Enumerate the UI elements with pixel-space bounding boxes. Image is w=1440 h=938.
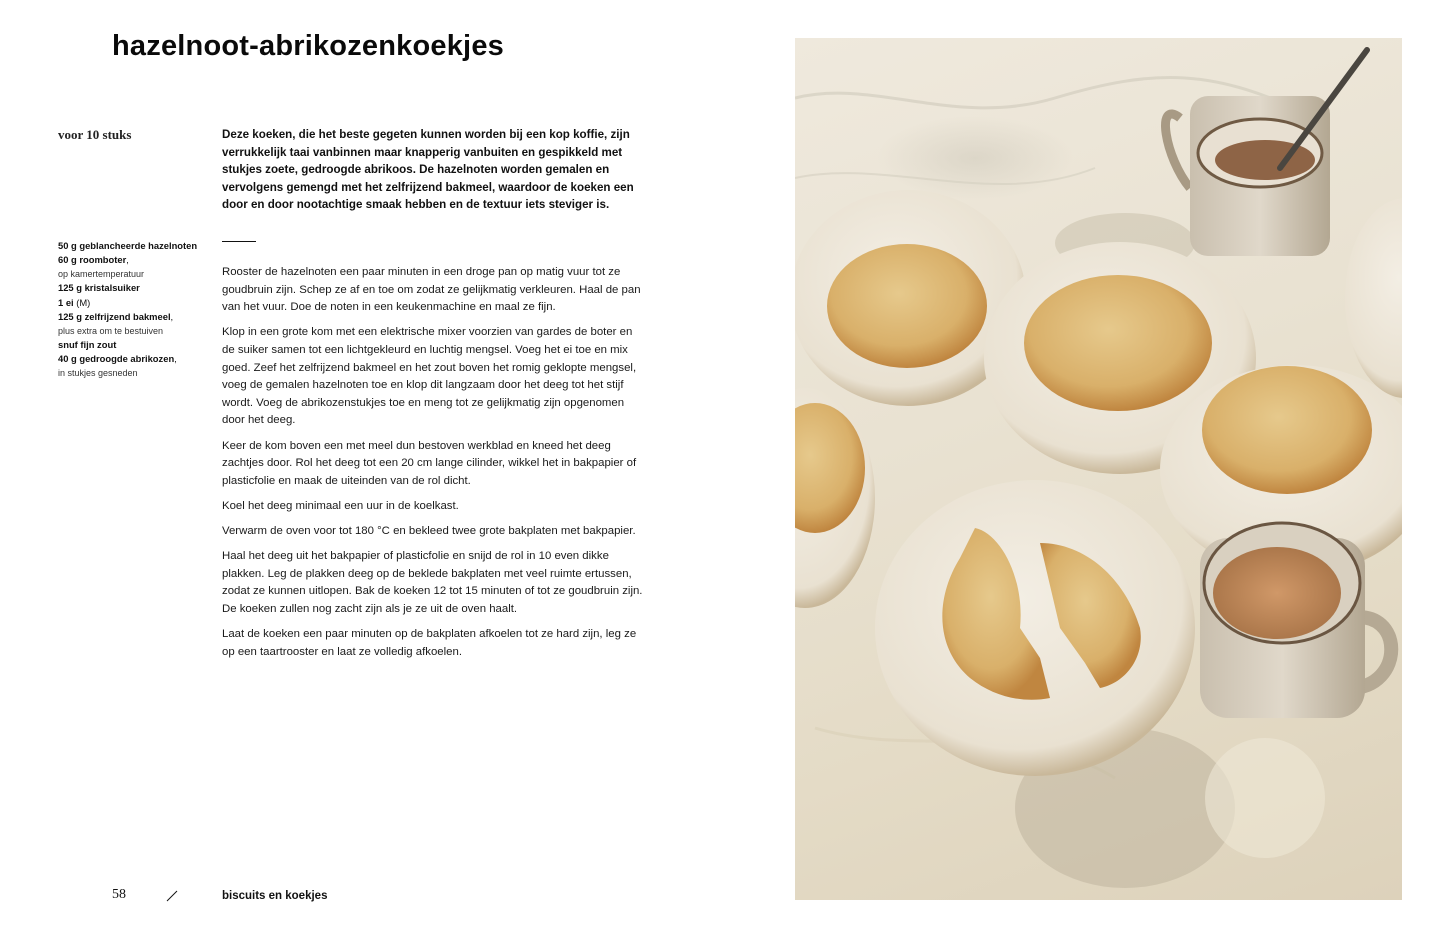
section-name: biscuits en koekjes	[222, 890, 328, 902]
method-step: Rooster de hazelnoten een paar minuten in een droge pan op matig vuur tot ze goudbruin zijn. Schep ze af en toe om zodat ze gelijkmatig verkleuren. Haal de pan van het vuur. Doe de noten in een keukenmachine en maal ze fijn.	[222, 266, 641, 314]
ingredient-item	[58, 281, 208, 295]
ingredient-item	[58, 296, 208, 310]
method-step: Koel het deeg minimaal een uur in de koelkast.	[222, 499, 459, 512]
recipe-photo	[795, 38, 1402, 900]
slash-divider-icon	[166, 890, 178, 902]
ingredient-main: 125 g zelfrijzend bakmeel	[58, 311, 171, 323]
ingredient-item	[58, 338, 208, 352]
ingredient-list	[58, 239, 208, 380]
recipe-title: hazelnoot-abrikozenkoekjes	[112, 30, 504, 62]
ingredient-extra: ,	[174, 353, 177, 365]
method-step: Verwarm de oven voor tot 180 °C en bekleed twee grote bakplaten met bakpapier.	[222, 525, 636, 538]
page-number: 58	[112, 887, 126, 902]
ingredient-extra: ,	[126, 254, 129, 266]
ingredient-item	[58, 239, 208, 253]
ingredient-main: 60 g roomboter	[58, 254, 127, 266]
method-step: Klop in een grote kom met een elektrische mixer voorzien van gardes de boter en de suiker samen tot een lichtgekleurd en luchtig mengsel. Voeg het ei toe en mix goed. Zeef het zelfrijzend bakmeel en het zout boven het romig geklopte mengsel, voeg de gemalen hazelnoten toe en klop dit langzaam door het deeg tot het stijf wordt. Voeg de abrikozenstukjes toe en meng tot ze gelijkmatig zijn opgenomen door het deeg.	[222, 326, 637, 427]
method-step: Keer de kom boven een met meel dun bestoven werkblad en kneed het deeg zachtjes door. Rol het deeg tot een 20 cm lange cilinder, wikkel het in bakpapier of plasticfolie en maak de uiteinden van de rol dicht.	[222, 439, 637, 487]
recipe-intro: Deze koeken, die het beste gegeten kunnen worden bij een kop koffie, zijn verrukkelijk taai vanbinnen maar knapperig vanbuiten en gespikkeld met stukjes zoete, gedroogde abrikoos. De hazelnoten worden gemalen en vervolgens gemengd met het zelfrijzend bakmeel, waardoor de koeken een door en door nootachtige smaak hebben en de textuur iets steviger is.	[222, 128, 634, 212]
method-step: Laat de koeken een paar minuten op de bakplaten afkoelen tot ze hard zijn, leg ze op een taartrooster en laat ze volledig afkoelen.	[222, 628, 637, 658]
ingredient-main: 50 g geblancheerde hazelnoten	[58, 240, 198, 251]
ingredient-note: plus extra om te bestuiven	[58, 325, 164, 336]
ingredient-item	[58, 253, 208, 281]
ingredient-extra: (M)	[73, 296, 91, 308]
ingredient-extra: ,	[170, 311, 174, 323]
recipe-yield: voor 10 stuks	[58, 127, 132, 142]
method-step: Haal het deeg uit het bakpapier of plasticfolie en snijd de rol in 10 even dikke plakken. Leg de plakken deeg op de beklede bakplaten met veel ruimte ertussen, zodat ze kunnen uitlopen. Bak de koeken 12 tot 15 minuten of tot ze goudbruin zijn. De koeken zullen nog zacht zijn als je ze uit de oven haalt.	[222, 550, 643, 616]
ingredient-item	[58, 310, 208, 338]
ingredient-note: op kamertemperatuur	[58, 268, 145, 279]
method-steps	[222, 264, 646, 669]
ingredient-main: 125 g kristalsuiker	[58, 282, 140, 294]
ingredient-main: 40 g gedroogde abrikozen	[58, 353, 175, 365]
ingredient-main: snuf fijn zout	[58, 339, 117, 351]
ingredient-item	[58, 352, 208, 380]
ingredient-main: 1 ei	[58, 296, 74, 308]
ingredient-note: in stukjes gesneden	[58, 367, 138, 378]
section-divider	[222, 241, 256, 242]
cookies-coffee-illustration	[795, 38, 1402, 900]
